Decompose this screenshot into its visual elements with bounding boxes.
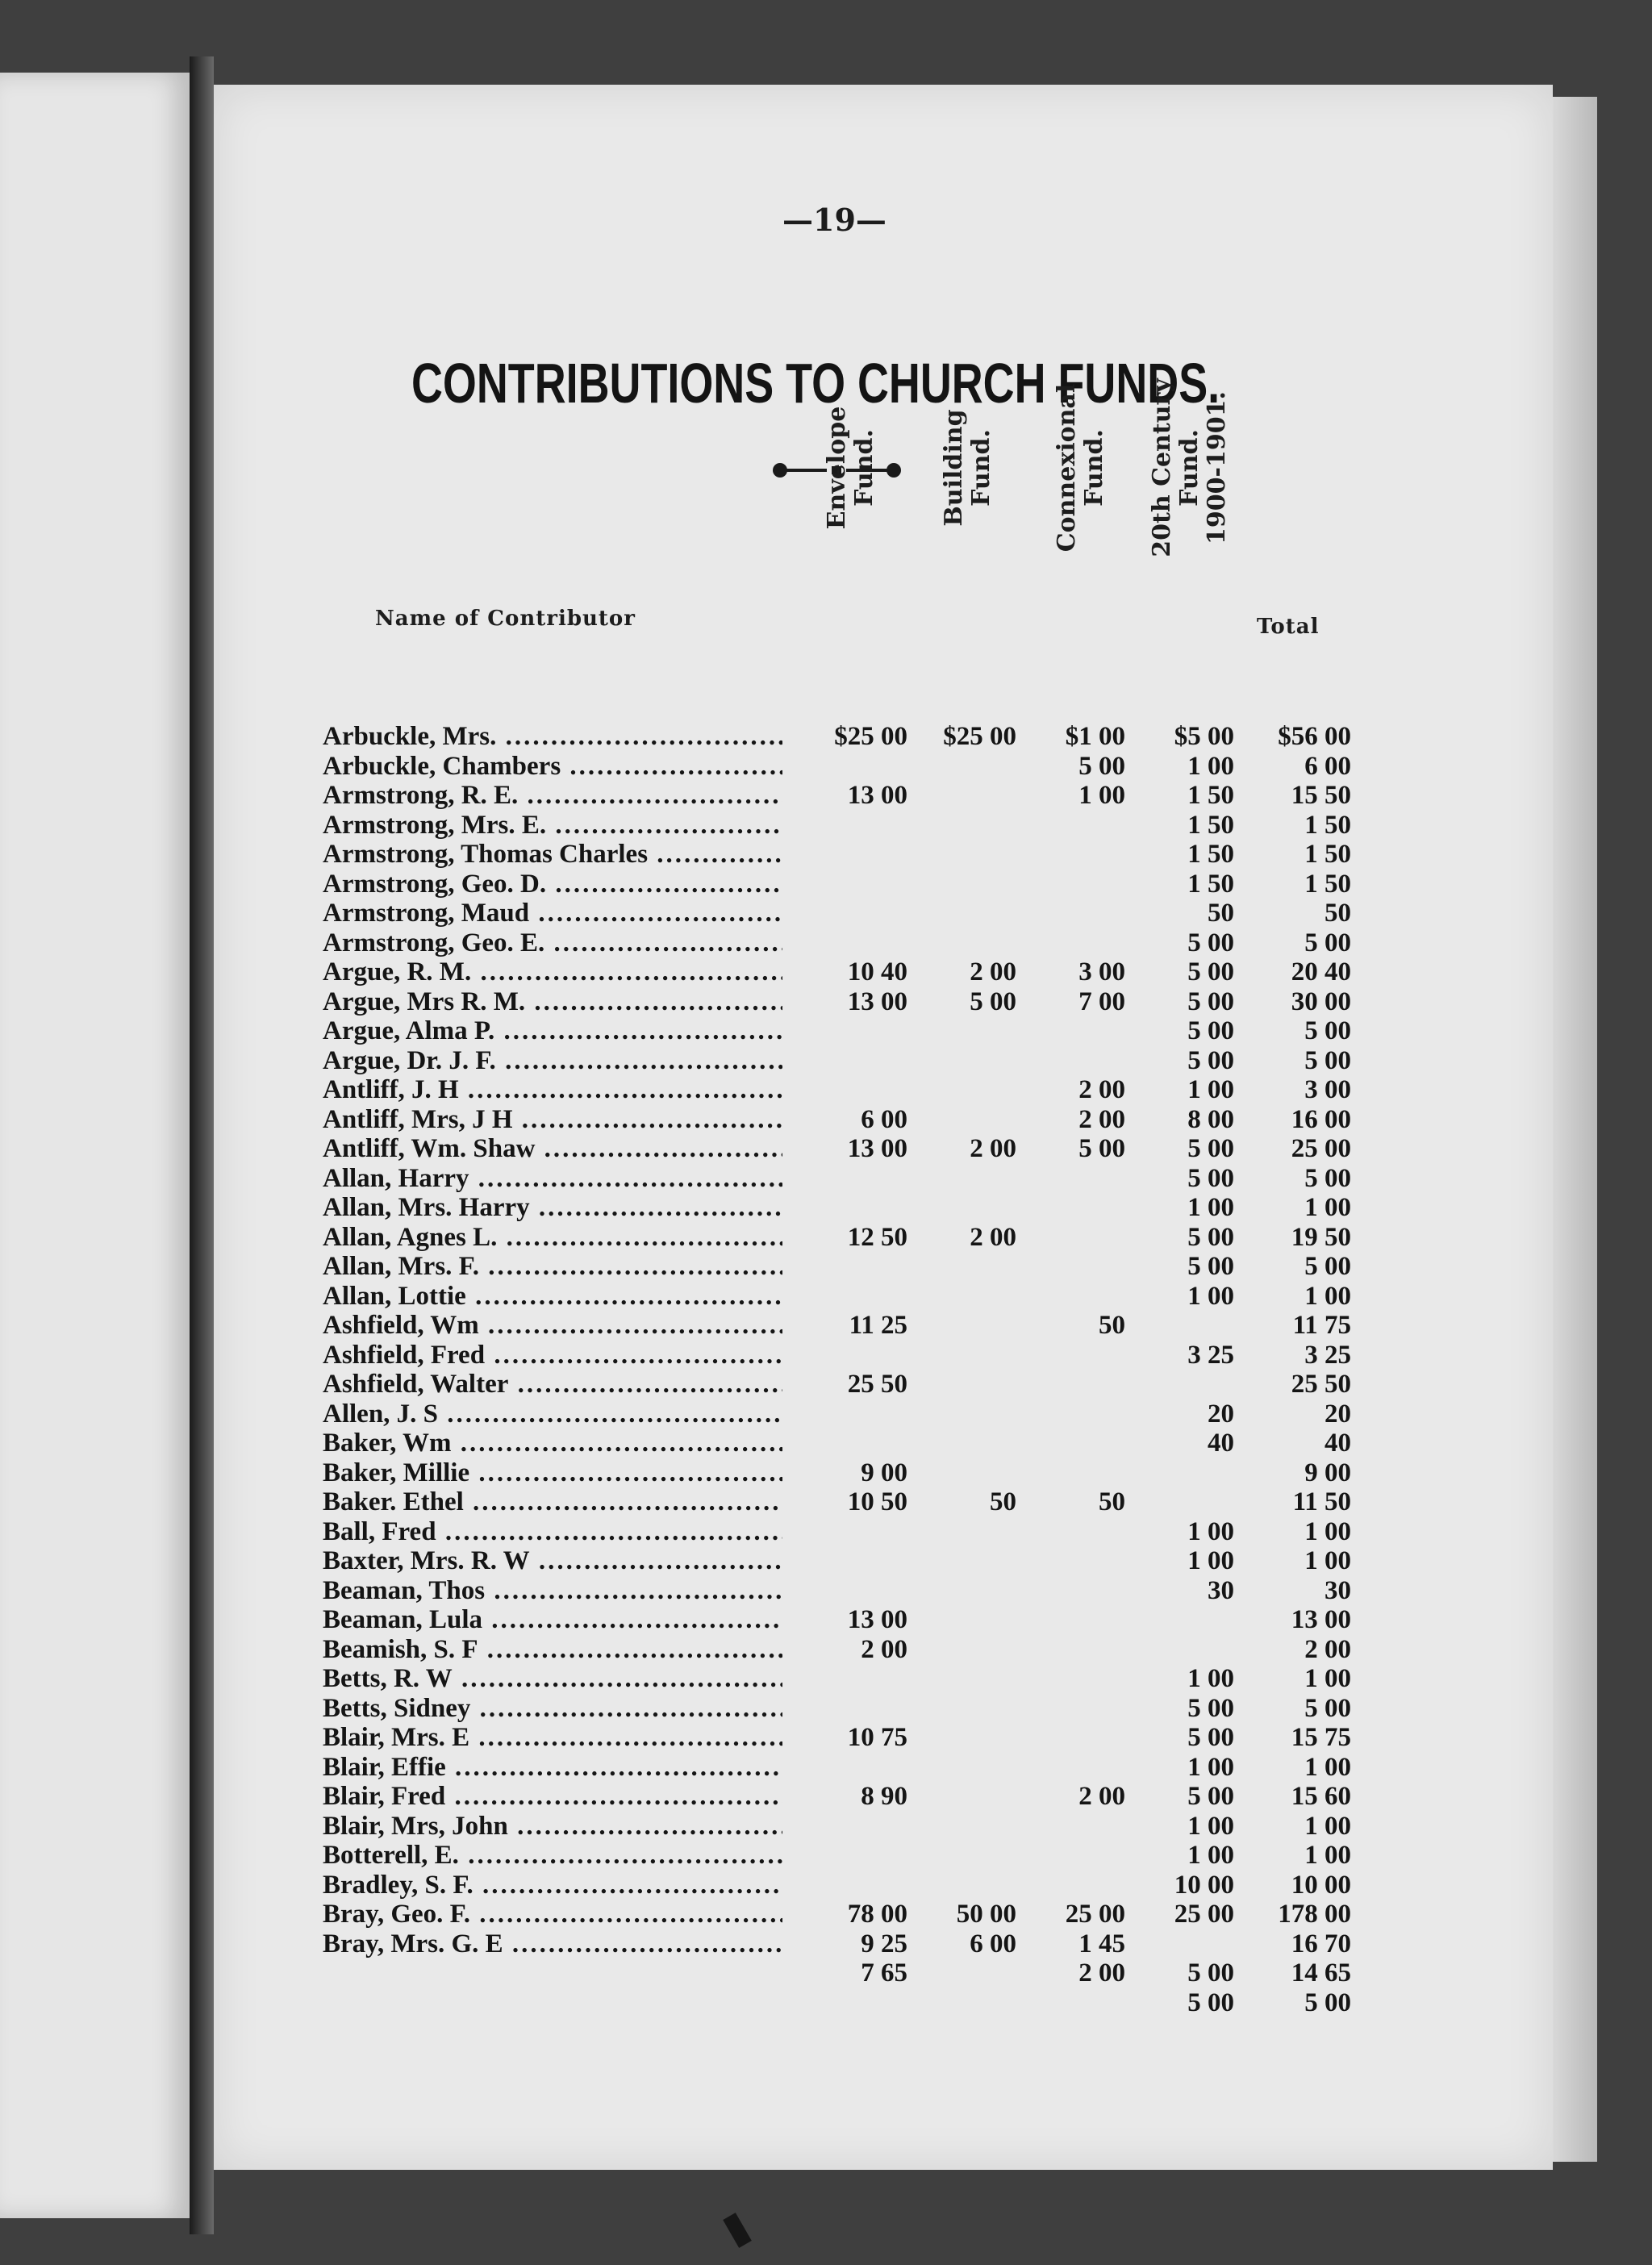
century-amount: 1 50 (1187, 781, 1234, 810)
envelope-amount: 13 00 (847, 1134, 907, 1163)
table-row (0, 1546, 1652, 1575)
contributor-name: Antliff, Mrs, J H ..... (323, 1105, 782, 1134)
total-amount: 3 25 (1304, 1340, 1351, 1370)
century-amount: 30 (1208, 1575, 1234, 1605)
envelope-amount: 10 50 (847, 1487, 907, 1516)
table-row (0, 1223, 1652, 1252)
century-amount: 1 00 (1187, 1752, 1234, 1782)
total-amount: 1 50 (1304, 869, 1351, 899)
century-amount: $5 00 (1174, 722, 1234, 751)
building-amount: $25 00 (943, 722, 1016, 751)
contributor-name: Allan, Lottie ..... (323, 1282, 782, 1311)
table-row (0, 1134, 1652, 1163)
table-row (0, 781, 1652, 810)
contributor-name: Argue, R. M. ..... (323, 957, 782, 987)
connexional-amount: 1 00 (1078, 781, 1125, 810)
century-amount: 40 (1208, 1429, 1234, 1458)
table-row (0, 1458, 1652, 1487)
table-row (0, 1341, 1652, 1370)
century-amount: 1 00 (1187, 1811, 1234, 1841)
envelope-amount: 13 00 (847, 987, 907, 1016)
table-row (0, 1812, 1652, 1841)
table-row (0, 1694, 1652, 1723)
contributor-name: Beamish, S. F ..... (323, 1635, 782, 1664)
contributor-name: Ashfield, Walter ..... (323, 1370, 782, 1399)
table-row (0, 1517, 1652, 1546)
connexional-amount: 5 00 (1078, 1134, 1125, 1163)
table-row (0, 1782, 1652, 1811)
table-row (0, 1282, 1652, 1311)
total-amount: 25 50 (1291, 1370, 1351, 1399)
contributor-name: Armstrong, R. E. ..... (323, 781, 782, 810)
total-amount: 16 00 (1291, 1104, 1351, 1134)
contributor-name: Allan, Harry ..... (323, 1164, 782, 1193)
contributor-name: Armstrong, Geo. D. ..... (323, 870, 782, 899)
total-amount: 15 75 (1291, 1723, 1351, 1752)
contributor-name: Antliff, Wm. Shaw ..... (323, 1134, 782, 1163)
century-amount: 5 00 (1187, 957, 1234, 987)
envelope-fund-header: Envelope Fund. (823, 406, 878, 530)
contributor-name: Allan, Mrs. Harry ..... (323, 1193, 782, 1222)
century-amount: 1 00 (1187, 1193, 1234, 1222)
table-row (0, 1958, 1652, 1988)
table-row (0, 752, 1652, 781)
total-amount: 2 00 (1304, 1634, 1351, 1664)
contributor-name: Allan, Agnes L. ..... (323, 1223, 782, 1252)
table-row (0, 928, 1652, 957)
total-amount: 1 00 (1304, 1752, 1351, 1782)
contributor-name: Betts, Sidney ..... (323, 1694, 782, 1723)
century-amount: 1 00 (1187, 1281, 1234, 1311)
connexional-amount: 3 00 (1078, 957, 1125, 987)
table-row (0, 1370, 1652, 1399)
envelope-amount: 11 25 (849, 1311, 907, 1340)
century-amount: 5 00 (1187, 1252, 1234, 1281)
building-fund-header: Building Fund. (940, 409, 995, 527)
building-amount: 2 00 (970, 1134, 1016, 1163)
envelope-amount: 13 00 (847, 781, 907, 810)
contributor-name: Armstrong, Mrs. E. ..... (323, 811, 782, 840)
table-row (0, 1252, 1652, 1281)
contributor-name: Ashfield, Fred ..... (323, 1341, 782, 1370)
table-row (0, 1605, 1652, 1634)
century-amount: 25 00 (1174, 1900, 1234, 1929)
building-amount: 2 00 (970, 957, 1016, 987)
scan-artifact (723, 2213, 752, 2248)
table-row (0, 899, 1652, 928)
connexional-amount: 5 00 (1078, 751, 1125, 781)
century-fund-header: 20th Century Fund. 1900-1901. (1148, 378, 1231, 557)
century-amount: 1 00 (1187, 1841, 1234, 1870)
total-amount: 20 (1325, 1399, 1351, 1429)
building-amount: 5 00 (970, 987, 1016, 1016)
envelope-amount: 78 00 (847, 1900, 907, 1929)
table-row (0, 1046, 1652, 1075)
century-amount: 1 00 (1187, 1075, 1234, 1104)
envelope-amount: 8 90 (861, 1782, 907, 1811)
total-amount: 1 00 (1304, 1841, 1351, 1870)
table-row (0, 1664, 1652, 1693)
table-row (0, 1399, 1652, 1429)
century-amount: 5 00 (1187, 1988, 1234, 2017)
total-amount: 178 00 (1278, 1900, 1351, 1929)
contributor-name: Bradley, S. F. ..... (323, 1871, 782, 1900)
total-amount: 1 00 (1304, 1281, 1351, 1311)
contributor-name: Botterell, E. ..... (323, 1841, 782, 1870)
total-amount: 50 (1325, 899, 1351, 928)
building-amount: 6 00 (970, 1929, 1016, 1958)
total-amount: 1 00 (1304, 1664, 1351, 1693)
total-amount: 20 40 (1291, 957, 1351, 987)
connexional-fund-header: Connexional Fund. (1053, 383, 1108, 553)
century-amount: 1 00 (1187, 1664, 1234, 1693)
total-amount: 15 60 (1291, 1782, 1351, 1811)
table-row (0, 1988, 1652, 2017)
century-amount: 5 00 (1187, 928, 1234, 957)
total-amount: 5 00 (1304, 1252, 1351, 1281)
connexional-amount: 2 00 (1078, 1075, 1125, 1104)
building-amount: 50 (990, 1487, 1016, 1516)
contributor-name: Blair, Mrs, John ..... (323, 1812, 782, 1841)
contributor-name: Beaman, Thos ..... (323, 1576, 782, 1605)
page-title: CONTRIBUTIONS TO CHURCH FUNDS. (411, 352, 1220, 415)
table-row (0, 1164, 1652, 1193)
connexional-amount: 1 45 (1078, 1929, 1125, 1958)
total-amount: 15 50 (1291, 781, 1351, 810)
envelope-amount: 2 00 (861, 1634, 907, 1664)
contributor-name: Argue, Mrs R. M. ..... (323, 987, 782, 1016)
total-amount: 5 00 (1304, 1045, 1351, 1075)
total-amount: 5 00 (1304, 1693, 1351, 1723)
table-row (0, 1016, 1652, 1045)
table-row (0, 1311, 1652, 1340)
connexional-amount: 25 00 (1065, 1900, 1125, 1929)
century-amount: 5 00 (1187, 1134, 1234, 1163)
connexional-amount: $1 00 (1065, 722, 1125, 751)
contributor-name: Arbuckle, Mrs. ..... (323, 722, 782, 751)
connexional-amount: 2 00 (1078, 1782, 1125, 1811)
table-row (0, 1193, 1652, 1222)
contributor-name: Beaman, Lula ..... (323, 1605, 782, 1634)
century-amount: 1 00 (1187, 751, 1234, 781)
connexional-amount: 50 (1099, 1311, 1125, 1340)
table-row (0, 957, 1652, 987)
table-row (0, 1429, 1652, 1458)
total-amount: 5 00 (1304, 928, 1351, 957)
table-row (0, 1929, 1652, 1958)
total-amount: 1 00 (1304, 1516, 1351, 1546)
connexional-amount: 2 00 (1078, 1958, 1125, 1988)
century-amount: 5 00 (1187, 987, 1234, 1016)
contributor-name: Allen, J. S ..... (323, 1399, 782, 1429)
total-amount: 30 (1325, 1575, 1351, 1605)
total-amount: $56 00 (1278, 722, 1351, 751)
table-row (0, 722, 1652, 751)
century-amount: 1 50 (1187, 840, 1234, 869)
building-amount: 2 00 (970, 1222, 1016, 1252)
century-amount: 50 (1208, 899, 1234, 928)
page-number: —19— (782, 202, 886, 238)
contributor-name: Betts, R. W ..... (323, 1664, 782, 1693)
envelope-amount: 9 25 (861, 1929, 907, 1958)
table-row (0, 1576, 1652, 1605)
century-amount: 20 (1208, 1399, 1234, 1429)
envelope-amount: 10 75 (847, 1723, 907, 1752)
table-row (0, 1871, 1652, 1900)
connexional-amount: 7 00 (1078, 987, 1125, 1016)
envelope-amount: 7 65 (861, 1958, 907, 1988)
table-row (0, 870, 1652, 899)
century-amount: 5 00 (1187, 1045, 1234, 1075)
century-amount: 8 00 (1187, 1104, 1234, 1134)
contributor-name: Blair, Mrs. E ..... (323, 1723, 782, 1752)
century-amount: 1 50 (1187, 869, 1234, 899)
contributor-name: Blair, Fred ..... (323, 1782, 782, 1811)
contributor-name: Armstrong, Maud ..... (323, 899, 782, 928)
total-amount: 3 00 (1304, 1075, 1351, 1104)
contributor-name: Bray, Geo. F. ..... (323, 1900, 782, 1929)
total-amount: 30 00 (1291, 987, 1351, 1016)
total-amount: 9 00 (1304, 1458, 1351, 1487)
contributor-name: Baxter, Mrs. R. W ..... (323, 1546, 782, 1575)
table-row (0, 1487, 1652, 1516)
total-amount: 10 00 (1291, 1870, 1351, 1900)
table-row (0, 1841, 1652, 1870)
contributor-name: Armstrong, Geo. E. ..... (323, 928, 782, 957)
total-amount: 1 00 (1304, 1193, 1351, 1222)
century-amount: 1 50 (1187, 810, 1234, 840)
contributor-name: Argue, Dr. J. F. ..... (323, 1046, 782, 1075)
envelope-amount: 13 00 (847, 1605, 907, 1634)
envelope-amount: $25 00 (834, 722, 907, 751)
name-column-label: Name of Contributor (375, 607, 636, 631)
contributor-name: Bray, Mrs. G. E ..... (323, 1929, 782, 1958)
table-row (0, 1723, 1652, 1752)
contributor-name: Blair, Effie ..... (323, 1753, 782, 1782)
total-amount: 14 65 (1291, 1958, 1351, 1988)
total-amount: 1 00 (1304, 1811, 1351, 1841)
contributor-name: Arbuckle, Chambers ..... (323, 752, 782, 781)
table-row (0, 1105, 1652, 1134)
total-amount: 11 50 (1292, 1487, 1351, 1516)
table-row (0, 1635, 1652, 1664)
century-amount: 3 25 (1187, 1340, 1234, 1370)
total-amount: 19 50 (1291, 1222, 1351, 1252)
total-amount: 5 00 (1304, 1988, 1351, 2017)
total-column-label: Total (1257, 615, 1320, 639)
table-row (0, 1900, 1652, 1929)
century-amount: 5 00 (1187, 1782, 1234, 1811)
century-amount: 5 00 (1187, 1163, 1234, 1193)
connexional-amount: 50 (1099, 1487, 1125, 1516)
century-amount: 5 00 (1187, 1222, 1234, 1252)
envelope-amount: 12 50 (847, 1222, 907, 1252)
century-amount: 1 00 (1187, 1516, 1234, 1546)
contributor-name: Armstrong, Thomas Charles ..... (323, 840, 782, 869)
total-amount: 13 00 (1291, 1605, 1351, 1634)
building-amount: 50 00 (956, 1900, 1016, 1929)
contributor-name: Ball, Fred ..... (323, 1517, 782, 1546)
century-amount: 5 00 (1187, 1958, 1234, 1988)
century-amount: 10 00 (1174, 1870, 1234, 1900)
table-row (0, 811, 1652, 840)
total-amount: 1 50 (1304, 840, 1351, 869)
table-row (0, 840, 1652, 869)
total-amount: 1 50 (1304, 810, 1351, 840)
contributor-name: Baker, Wm ..... (323, 1429, 782, 1458)
contributor-name: Baker. Ethel ..... (323, 1487, 782, 1516)
table-row (0, 987, 1652, 1016)
contributor-name: Antliff, J. H ..... (323, 1075, 782, 1104)
century-amount: 5 00 (1187, 1723, 1234, 1752)
table-row (0, 1075, 1652, 1104)
envelope-amount: 9 00 (861, 1458, 907, 1487)
century-amount: 1 00 (1187, 1546, 1234, 1575)
total-amount: 6 00 (1304, 751, 1351, 781)
century-amount: 5 00 (1187, 1693, 1234, 1723)
contributor-name: Argue, Alma P. ..... (323, 1016, 782, 1045)
total-amount: 25 00 (1291, 1134, 1351, 1163)
total-amount: 5 00 (1304, 1016, 1351, 1045)
total-column-header (1257, 615, 1319, 639)
total-amount: 16 70 (1291, 1929, 1351, 1958)
envelope-amount: 6 00 (861, 1104, 907, 1134)
contributor-name: Allan, Mrs. F. ..... (323, 1252, 782, 1281)
name-column-header (375, 607, 636, 631)
total-amount: 11 75 (1292, 1311, 1351, 1340)
contributor-name: Baker, Millie ..... (323, 1458, 782, 1487)
envelope-amount: 10 40 (847, 957, 907, 987)
total-amount: 1 00 (1304, 1546, 1351, 1575)
total-amount: 5 00 (1304, 1163, 1351, 1193)
contributor-name: Ashfield, Wm ..... (323, 1311, 782, 1340)
envelope-amount: 25 50 (847, 1370, 907, 1399)
connexional-amount: 2 00 (1078, 1104, 1125, 1134)
century-amount: 5 00 (1187, 1016, 1234, 1045)
table-row (0, 1753, 1652, 1782)
total-amount: 40 (1325, 1429, 1351, 1458)
